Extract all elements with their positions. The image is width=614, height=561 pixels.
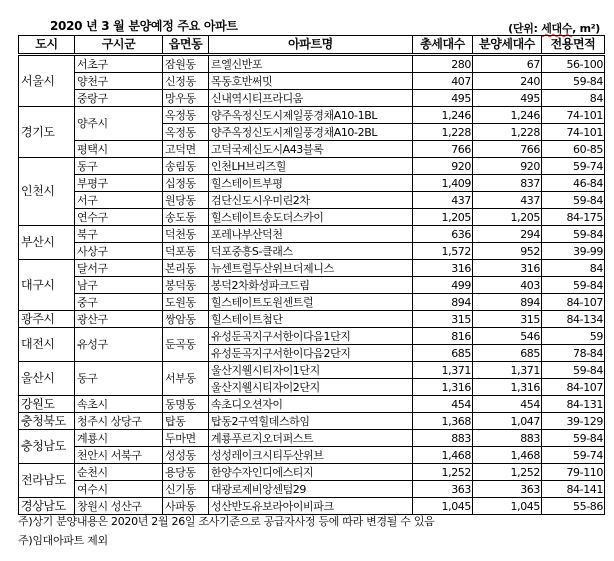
cell-dong: 봉덕동 — [163, 277, 209, 294]
header-district: 구시군 — [75, 36, 163, 55]
cell-district: 중랑구 — [75, 90, 163, 107]
cell-district: 서구 — [75, 192, 163, 209]
cell-area: 59-84 — [542, 226, 605, 243]
cell-sale-units: 1,316 — [473, 379, 542, 396]
cell-city: 인천시 — [19, 158, 75, 226]
cell-sale-units: 1,047 — [473, 413, 542, 430]
cell-total-units: 894 — [413, 294, 473, 311]
table-row — [19, 192, 605, 209]
cell-apartment: 양주옥정신도시제일풍경채A10-1BL — [209, 107, 413, 124]
header-city: 도시 — [19, 36, 75, 55]
cell-total-units: 816 — [413, 328, 473, 345]
cell-dong: 용당동 — [163, 464, 209, 481]
cell-district: 평택시 — [75, 141, 163, 158]
cell-dong: 송림동 — [163, 158, 209, 175]
cell-total-units: 685 — [413, 345, 473, 362]
cell-area: 84 — [542, 260, 605, 277]
header-sale-units: 분양세대수 — [473, 36, 542, 55]
cell-apartment: 유성둔곡지구서한이다음2단지 — [209, 345, 413, 362]
cell-sale-units: 1,371 — [473, 362, 542, 379]
cell-district: 천안시 서북구 — [75, 447, 163, 464]
cell-total-units: 495 — [413, 90, 473, 107]
cell-dong: 십정동 — [163, 175, 209, 192]
cell-district: 여수시 — [75, 481, 163, 498]
table-row — [19, 447, 605, 464]
table-row — [19, 396, 605, 413]
header-total-units: 총세대수 — [413, 36, 473, 55]
cell-city: 경기도 — [19, 107, 75, 158]
cell-dong: 사파동 — [163, 498, 209, 515]
cell-apartment: 성성레이크시티두산위브 — [209, 447, 413, 464]
table-body — [19, 55, 605, 515]
cell-area: 74-101 — [542, 107, 605, 124]
cell-apartment: 르엘신반포 — [209, 55, 413, 73]
cell-total-units: 636 — [413, 226, 473, 243]
cell-apartment: 대광로제비앙센텀29 — [209, 481, 413, 498]
cell-city: 서울시 — [19, 55, 75, 107]
table-header-row — [19, 36, 605, 55]
cell-district: 서초구 — [75, 55, 163, 73]
header-area: 전용면적 — [542, 36, 605, 55]
cell-district: 남구 — [75, 277, 163, 294]
cell-apartment: 유성둔곡지구서한이다음1단지 — [209, 328, 413, 345]
cell-sale-units: 883 — [473, 430, 542, 447]
cell-area: 59-84 — [542, 192, 605, 209]
cell-dong: 옥정동 — [163, 124, 209, 141]
cell-sale-units: 1,252 — [473, 464, 542, 481]
cell-district: 창원시 성산구 — [75, 498, 163, 515]
cell-sale-units: 315 — [473, 311, 542, 328]
cell-total-units: 1,468 — [413, 447, 473, 464]
cell-total-units: 766 — [413, 141, 473, 158]
cell-area: 59-84 — [542, 362, 605, 379]
unit-label — [508, 20, 600, 36]
cell-sale-units: 894 — [473, 294, 542, 311]
cell-district: 속초시 — [75, 396, 163, 413]
cell-total-units: 499 — [413, 277, 473, 294]
cell-sale-units: 837 — [473, 175, 542, 192]
cell-district: 연수구 — [75, 209, 163, 226]
table-row — [19, 413, 605, 430]
table-row — [19, 141, 605, 158]
cell-apartment: 신내역시티프라디움 — [209, 90, 413, 107]
cell-district: 유성구 — [75, 328, 163, 362]
cell-apartment: 힐스테이트부평 — [209, 175, 413, 192]
cell-sale-units: 1,228 — [473, 124, 542, 141]
cell-city: 전라남도 — [19, 464, 75, 498]
cell-dong: 도원동 — [163, 294, 209, 311]
cell-district: 중구 — [75, 294, 163, 311]
cell-dong: 덕포동 — [163, 243, 209, 260]
cell-sale-units: 437 — [473, 192, 542, 209]
cell-dong: 신정동 — [163, 73, 209, 90]
cell-city: 대전시 — [19, 328, 75, 362]
table-row — [19, 328, 605, 345]
cell-total-units: 1,205 — [413, 209, 473, 226]
unit-prefix: (단위: — [508, 22, 542, 35]
cell-area: 59-84 — [542, 277, 605, 294]
cell-district: 동구 — [75, 158, 163, 175]
footnote: 주)임대아파트 제외 — [18, 534, 108, 547]
table-row — [19, 464, 605, 481]
cell-area: 56-100 — [542, 55, 605, 73]
cell-city: 충청북도 — [19, 413, 75, 430]
cell-city: 충청남도 — [19, 430, 75, 464]
cell-apartment: 탑동2구역힐데스하임 — [209, 413, 413, 430]
cell-area: 46-84 — [542, 175, 605, 192]
cell-city: 울산시 — [19, 362, 75, 396]
cell-total-units: 454 — [413, 396, 473, 413]
cell-apartment: 힐스테이트송도더스카이 — [209, 209, 413, 226]
cell-total-units: 883 — [413, 430, 473, 447]
cell-sale-units: 363 — [473, 481, 542, 498]
cell-total-units: 437 — [413, 192, 473, 209]
table-row — [19, 175, 605, 192]
cell-total-units: 363 — [413, 481, 473, 498]
cell-apartment: 봉덕2차화성파크드림 — [209, 277, 413, 294]
cell-apartment: 한양수자인디에스티지 — [209, 464, 413, 481]
table-row — [19, 362, 605, 379]
cell-total-units: 1,371 — [413, 362, 473, 379]
cell-sale-units: 766 — [473, 141, 542, 158]
table-row — [19, 226, 605, 243]
cell-total-units: 315 — [413, 311, 473, 328]
cell-apartment: 목동호반써밋 — [209, 73, 413, 90]
table-row — [19, 158, 605, 175]
cell-sale-units: 546 — [473, 328, 542, 345]
cell-sale-units: 1,205 — [473, 209, 542, 226]
cell-area: 84-141 — [542, 481, 605, 498]
cell-area: 84-107 — [542, 294, 605, 311]
cell-dong: 고덕면 — [163, 141, 209, 158]
cell-sale-units: 685 — [473, 345, 542, 362]
footnotes — [18, 512, 434, 550]
cell-total-units: 407 — [413, 73, 473, 90]
cell-area: 59-74 — [542, 158, 605, 175]
cell-apartment: 울산지웰시티자이1단지 — [209, 362, 413, 379]
table-row — [19, 311, 605, 328]
cell-dong: 탑동 — [163, 413, 209, 430]
cell-district: 양주시 — [75, 107, 163, 141]
table-row — [19, 277, 605, 294]
footnote: 주)상기 분양내용은 2020년 2월 26일 조사기준으로 공급자사정 등에 따라 변경될 수 있음 — [18, 515, 435, 528]
cell-total-units: 1,228 — [413, 124, 473, 141]
cell-city: 강원도 — [19, 396, 75, 413]
cell-city: 광주시 — [19, 311, 75, 328]
cell-area: 78-84 — [542, 345, 605, 362]
cell-area: 59 — [542, 328, 605, 345]
table-row — [19, 481, 605, 498]
document-title: 2020 년 3 월 분양예정 주요 아파트 — [50, 19, 238, 33]
apartment-table — [18, 35, 605, 515]
table-row — [19, 209, 605, 226]
table-row — [19, 430, 605, 447]
table-row — [19, 90, 605, 107]
cell-apartment: 덕포중흥S-클래스 — [209, 243, 413, 260]
cell-apartment: 울산지웰시티자이2단지 — [209, 379, 413, 396]
cell-dong: 신기동 — [163, 481, 209, 498]
unit-main: 세대수 — [541, 22, 573, 35]
header-apartment: 아파트명 — [209, 36, 413, 55]
cell-sale-units: 67 — [473, 55, 542, 73]
cell-district: 사상구 — [75, 243, 163, 260]
cell-dong: 두마면 — [163, 430, 209, 447]
cell-district: 청주시 상당구 — [75, 413, 163, 430]
cell-apartment: 뉴센트럴두산위브더제니스 — [209, 260, 413, 277]
cell-area: 59-84 — [542, 430, 605, 447]
cell-dong: 잠원동 — [163, 55, 209, 73]
cell-total-units: 280 — [413, 55, 473, 73]
table-row — [19, 73, 605, 90]
cell-area: 59-84 — [542, 73, 605, 90]
cell-dong: 송도동 — [163, 209, 209, 226]
cell-total-units: 1,409 — [413, 175, 473, 192]
cell-apartment: 인천LH브리즈힐 — [209, 158, 413, 175]
table-row — [19, 243, 605, 260]
cell-total-units: 1,368 — [413, 413, 473, 430]
header-dong: 읍면동 — [163, 36, 209, 55]
cell-dong: 서부동 — [163, 362, 209, 396]
cell-apartment: 계룡푸르지오더퍼스트 — [209, 430, 413, 447]
cell-area: 55-86 — [542, 498, 605, 515]
cell-dong: 본리동 — [163, 260, 209, 277]
cell-area: 39-99 — [542, 243, 605, 260]
cell-apartment: 포레나부산덕천 — [209, 226, 413, 243]
cell-area: 84-131 — [542, 396, 605, 413]
cell-total-units: 1,572 — [413, 243, 473, 260]
cell-area: 59-74 — [542, 447, 605, 464]
cell-sale-units: 294 — [473, 226, 542, 243]
cell-district: 동구 — [75, 362, 163, 396]
cell-apartment: 성산반도유보라아이비파크 — [209, 498, 413, 515]
table-row — [19, 107, 605, 124]
cell-sale-units: 454 — [473, 396, 542, 413]
cell-sale-units: 1,045 — [473, 498, 542, 515]
cell-city: 대구시 — [19, 260, 75, 311]
cell-dong: 쌍암동 — [163, 311, 209, 328]
cell-sale-units: 495 — [473, 90, 542, 107]
cell-sale-units: 920 — [473, 158, 542, 175]
cell-area: 84-134 — [542, 311, 605, 328]
cell-apartment: 검단신도시우미린2차 — [209, 192, 413, 209]
cell-city: 부산시 — [19, 226, 75, 260]
table-row — [19, 55, 605, 73]
cell-city: 경상남도 — [19, 498, 75, 515]
table-row — [19, 294, 605, 311]
cell-district: 부평구 — [75, 175, 163, 192]
cell-sale-units: 1,468 — [473, 447, 542, 464]
cell-area: 84-107 — [542, 379, 605, 396]
cell-total-units: 316 — [413, 260, 473, 277]
cell-area: 39-129 — [542, 413, 605, 430]
cell-sale-units: 240 — [473, 73, 542, 90]
cell-district: 계룡시 — [75, 430, 163, 447]
cell-district: 광산구 — [75, 311, 163, 328]
cell-total-units: 1,045 — [413, 498, 473, 515]
cell-area: 84 — [542, 90, 605, 107]
cell-district: 북구 — [75, 226, 163, 243]
cell-dong: 망우동 — [163, 90, 209, 107]
cell-sale-units: 316 — [473, 260, 542, 277]
unit-suffix: , m²) — [572, 22, 600, 35]
cell-sale-units: 952 — [473, 243, 542, 260]
cell-dong: 성성동 — [163, 447, 209, 464]
cell-dong: 둔곡동 — [163, 328, 209, 362]
table-row — [19, 260, 605, 277]
cell-dong: 옥정동 — [163, 107, 209, 124]
cell-apartment: 힐스테이트도원센트럴 — [209, 294, 413, 311]
cell-area: 74-101 — [542, 124, 605, 141]
cell-sale-units: 1,246 — [473, 107, 542, 124]
cell-sale-units: 403 — [473, 277, 542, 294]
cell-total-units: 1,316 — [413, 379, 473, 396]
cell-apartment: 고덕국제신도시A43블록 — [209, 141, 413, 158]
cell-apartment: 양주옥정신도시제일풍경채A10-2BL — [209, 124, 413, 141]
cell-total-units: 920 — [413, 158, 473, 175]
cell-apartment: 힐스테이트첨단 — [209, 311, 413, 328]
cell-dong: 덕천동 — [163, 226, 209, 243]
cell-district: 순천시 — [75, 464, 163, 481]
cell-dong: 원당동 — [163, 192, 209, 209]
cell-total-units: 1,252 — [413, 464, 473, 481]
cell-area: 60-85 — [542, 141, 605, 158]
cell-dong: 동명동 — [163, 396, 209, 413]
cell-total-units: 1,246 — [413, 107, 473, 124]
cell-area: 84-175 — [542, 209, 605, 226]
cell-district: 양천구 — [75, 73, 163, 90]
cell-area: 79-110 — [542, 464, 605, 481]
cell-apartment: 속초디오션자이 — [209, 396, 413, 413]
cell-district: 달서구 — [75, 260, 163, 277]
